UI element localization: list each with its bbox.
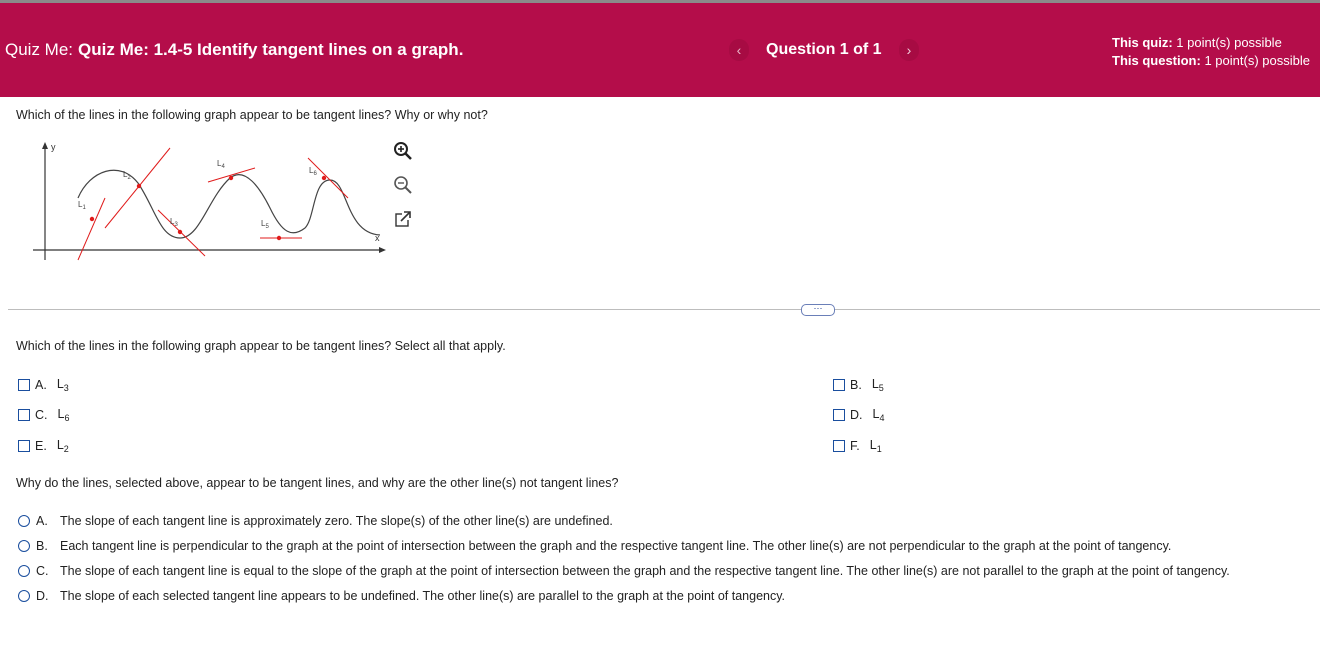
checkbox-box[interactable]: [18, 440, 30, 452]
previous-question-button[interactable]: ‹: [729, 39, 749, 61]
point-l3: [178, 230, 182, 234]
point-l6: [322, 176, 326, 180]
section-divider: [8, 309, 1320, 310]
option-b-checkbox[interactable]: [833, 377, 884, 393]
question-points-value: 1 point(s) possible: [1204, 53, 1310, 68]
point-l5: [277, 236, 281, 240]
zoom-out-icon[interactable]: [392, 174, 414, 196]
option-label: $L_2$: [56, 438, 69, 454]
label-l4: $L_4$: [217, 159, 225, 170]
option-label: $L_4$: [872, 407, 885, 423]
reason-option-d[interactable]: [18, 589, 785, 603]
checkbox-box[interactable]: [18, 379, 30, 391]
question-counter[interactable]: Question 1 of 1: [766, 41, 882, 58]
option-label: $L_6$: [57, 407, 70, 423]
option-letter: C.: [36, 564, 49, 578]
checkbox-box[interactable]: [833, 409, 845, 421]
option-text: The slope of each tangent line is approximately zero. The slope(s) of the other line(s) are undefined.: [60, 514, 613, 528]
reason-option-c[interactable]: [18, 564, 1230, 578]
quiz-title: [5, 40, 463, 60]
quiz-label: Quiz Me:: [5, 40, 74, 59]
option-c-checkbox[interactable]: [18, 407, 69, 423]
checkbox-box[interactable]: [833, 379, 845, 391]
option-f-checkbox[interactable]: [833, 438, 882, 454]
tangent-lines-graph: [30, 138, 390, 263]
option-text: The slope of each tangent line is equal to the slope of the graph at the point of intersection between the graph and the respective tangent line. The other line(s) are not parallel to the graph at the point of tangency.: [60, 564, 1230, 578]
radio-button[interactable]: [18, 565, 30, 577]
option-label: $L_5$: [871, 377, 884, 393]
option-text: Each tangent line is perpendicular to the graph at the point of intersection between the graph and the respective tangent line. The other line(s) are not perpendicular to the graph at the point of tangency.: [60, 539, 1172, 553]
part1-prompt: Which of the lines in the following graph appear to be tangent lines? Select all that apply.: [16, 339, 506, 353]
quiz-points-label: This quiz:: [1112, 35, 1173, 50]
option-letter: A.: [36, 514, 48, 528]
checkbox-box[interactable]: [833, 440, 845, 452]
option-label: $L_3$: [56, 377, 69, 393]
option-letter: B.: [850, 378, 862, 392]
popout-icon[interactable]: [392, 208, 414, 230]
label-l2: $L_2$: [123, 170, 131, 181]
label-l3: $L_3$: [170, 217, 178, 228]
option-d-checkbox[interactable]: [833, 407, 884, 423]
next-question-button[interactable]: ›: [899, 39, 919, 61]
part2-prompt: Why do the lines, selected above, appear to be tangent lines, and why are the other line(s) not tangent lines?: [16, 476, 619, 490]
y-axis-label: y: [51, 142, 56, 152]
x-axis-arrow: [379, 247, 386, 253]
option-e-checkbox[interactable]: [18, 438, 69, 454]
checkbox-box[interactable]: [18, 409, 30, 421]
x-axis-label: x: [375, 233, 380, 243]
option-letter: D.: [36, 589, 49, 603]
reason-option-a[interactable]: [18, 514, 613, 528]
option-letter: A.: [35, 378, 47, 392]
option-letter: E.: [35, 439, 47, 453]
line-l2: [105, 148, 170, 228]
line-l6: [308, 158, 348, 198]
label-l1: $L_1$: [78, 200, 86, 211]
radio-button[interactable]: [18, 515, 30, 527]
option-text: The slope of each selected tangent line appears to be undefined. The other line(s) are parallel to the graph at the point of tangency.: [60, 589, 786, 603]
points-info: [1112, 34, 1310, 70]
quiz-header: [0, 3, 1320, 97]
point-l2: [137, 184, 141, 188]
quiz-points-value: 1 point(s) possible: [1176, 35, 1282, 50]
point-l1: [90, 217, 94, 221]
radio-button[interactable]: [18, 590, 30, 602]
option-a-checkbox[interactable]: [18, 377, 69, 393]
question-points-label: This question:: [1112, 53, 1201, 68]
function-curve: [78, 170, 380, 238]
label-l5: $L_5$: [261, 219, 269, 230]
option-letter: F.: [850, 439, 860, 453]
option-label: $L_1$: [869, 438, 882, 454]
option-letter: B.: [36, 539, 48, 553]
more-button[interactable]: ⋯: [801, 304, 835, 316]
zoom-in-icon[interactable]: [392, 140, 414, 162]
option-letter: C.: [35, 408, 48, 422]
radio-button[interactable]: [18, 540, 30, 552]
label-l6: $L_6$: [309, 166, 317, 177]
option-letter: D.: [850, 408, 863, 422]
question-prompt: Which of the lines in the following graph appear to be tangent lines? Why or why not?: [16, 108, 488, 122]
y-axis-arrow: [42, 142, 48, 149]
reason-option-b[interactable]: [18, 539, 1171, 553]
point-l4: [229, 176, 233, 180]
quiz-name: Quiz Me: 1.4-5 Identify tangent lines on a graph.: [78, 40, 464, 59]
